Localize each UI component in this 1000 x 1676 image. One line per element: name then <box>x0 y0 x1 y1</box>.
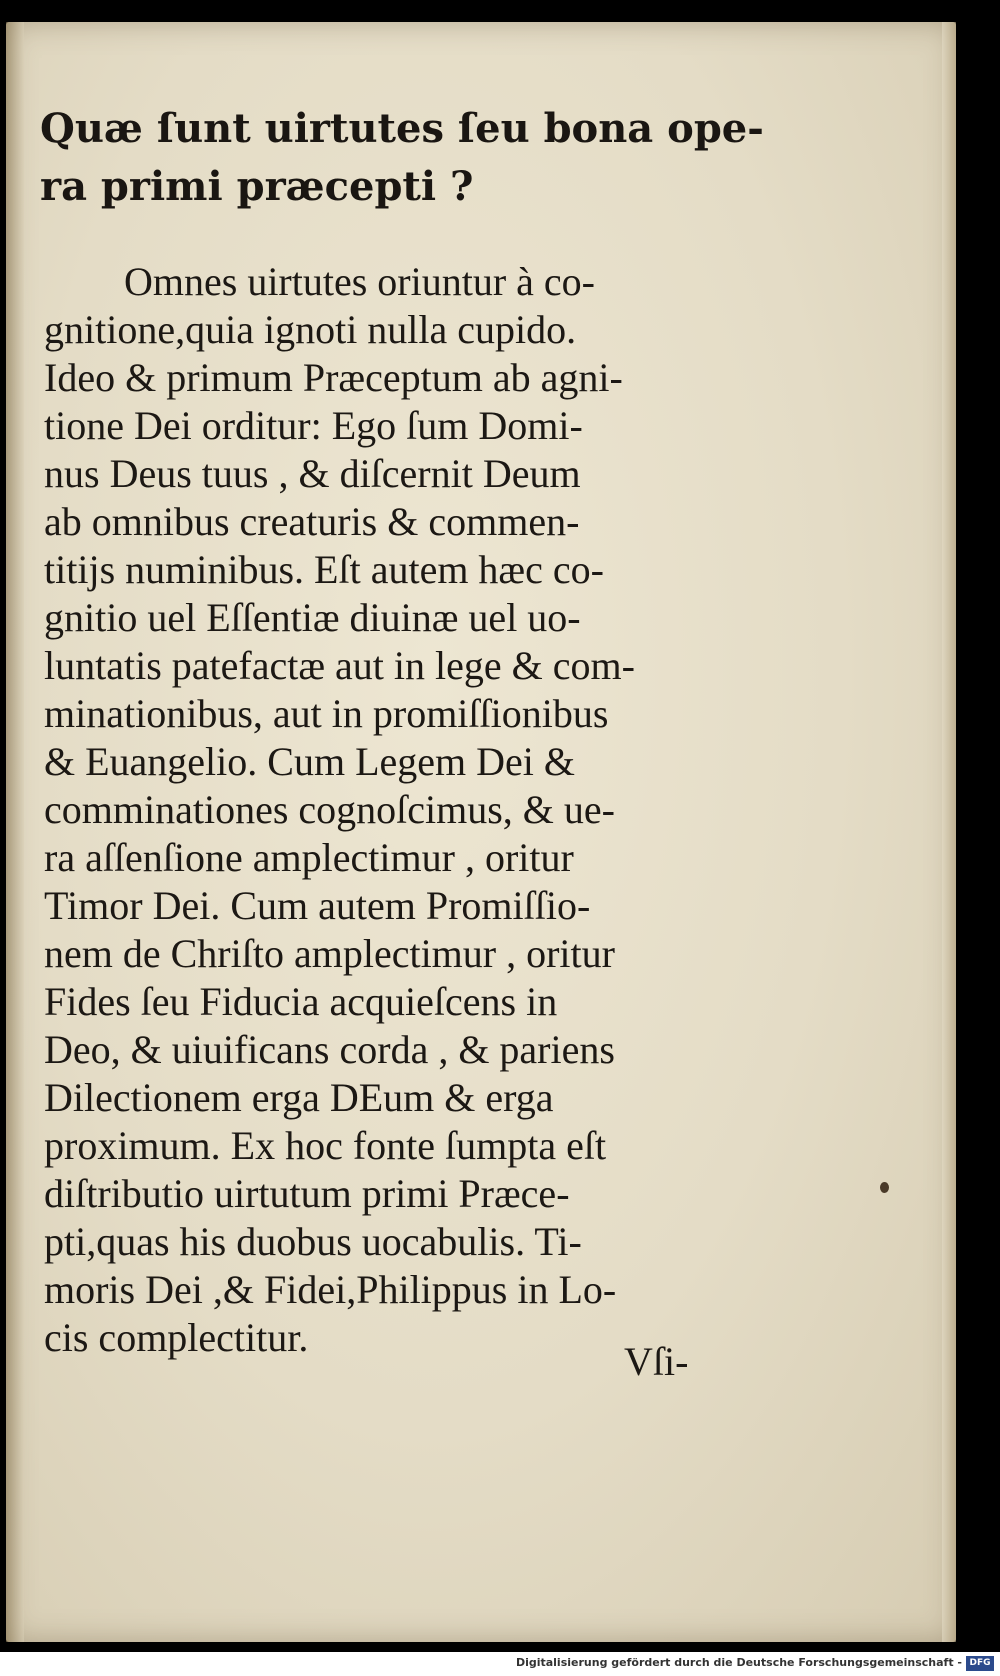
page-edge <box>942 22 956 1642</box>
text-line: cis complectitur. <box>44 1315 309 1360</box>
text-line: minationibus, aut in promiſſionibus <box>44 691 609 736</box>
page-binding-shadow <box>6 22 24 1642</box>
heading-line: Quæ ſunt uirtutes ſeu bona ope- <box>40 105 764 152</box>
text-line: tione Dei orditur: Ego ſum Domi- <box>44 403 583 448</box>
text-line: proximum. Ex hoc fonte ſumpta eſt <box>44 1123 607 1168</box>
page-heading <box>40 100 764 216</box>
text-line: nus Deus tuus , & diſcernit Deum <box>44 451 581 496</box>
text-line: gnitio uel Eſſentiæ diuinæ uel uo- <box>44 595 581 640</box>
text-line: Fides ſeu Fiducia acquieſcens in <box>44 979 558 1024</box>
text-line: Omnes uirtutes oriuntur à co- <box>124 259 595 304</box>
text-line: luntatis patefactæ aut in lege & com- <box>44 643 635 688</box>
text-line: gnitione,quia ignoti nulla cupido. <box>44 307 577 352</box>
text-line: diſtributio uirtutum primi Præce- <box>44 1171 570 1216</box>
text-line: nem de Chriſto amplectimur , oritur <box>44 931 615 976</box>
book-page <box>6 22 956 1642</box>
text-line: Dilectionem erga DEum & erga <box>44 1075 554 1120</box>
digitization-footer <box>0 1652 1000 1676</box>
paper-blemish <box>880 1182 889 1193</box>
text-line: comminationes cognoſcimus, & ue- <box>44 787 615 832</box>
heading-line: ra primi præcepti ? <box>40 163 474 210</box>
funding-credit: Digitalisierung gefördert durch die Deutsche Forschungsgemeinschaft - <box>515 1656 962 1669</box>
text-line: moris Dei ,& Fidei,Philippus in Lo- <box>44 1267 617 1312</box>
text-line: & Euangelio. Cum Legem Dei & <box>44 739 575 784</box>
text-line: Deo, & uiuificans corda , & pariens <box>44 1027 615 1072</box>
text-line: ab omnibus creaturis & commen- <box>44 499 580 544</box>
body-paragraph <box>44 258 704 1362</box>
catchword: Vſi- <box>624 1339 689 1384</box>
text-line: ra aſſenſione amplectimur , oritur <box>44 835 574 880</box>
text-line: titijs numinibus. Eſt autem hæc co- <box>44 547 604 592</box>
text-line: Ideo & primum Præceptum ab agni- <box>44 355 623 400</box>
dfg-logo-icon: DFG <box>966 1656 994 1671</box>
text-line: Timor Dei. Cum autem Promiſſio- <box>44 883 591 928</box>
text-line: pti,quas his duobus uocabulis. Ti- <box>44 1219 582 1264</box>
